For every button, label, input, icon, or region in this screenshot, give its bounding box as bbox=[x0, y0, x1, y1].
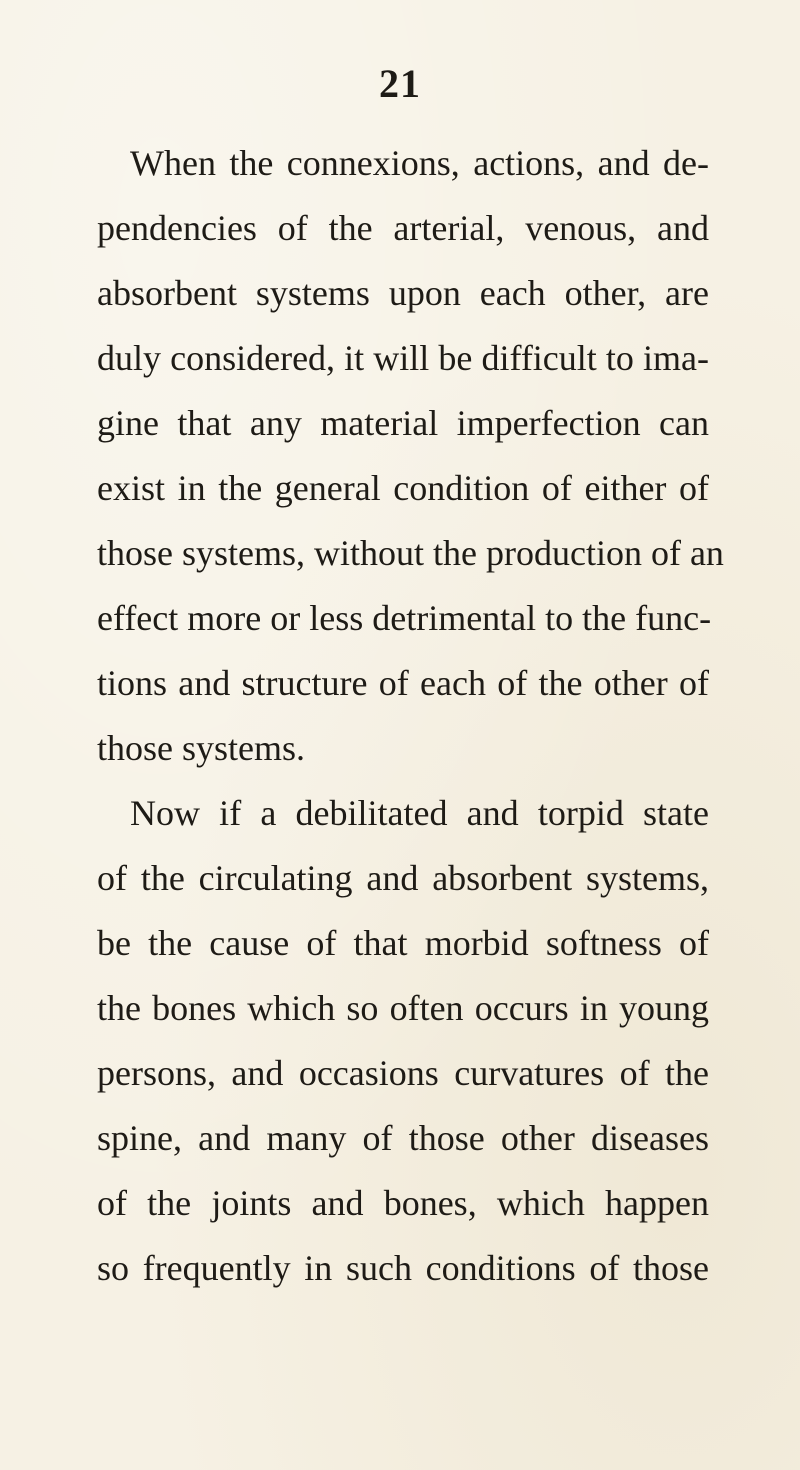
text-line: pendencies of the arterial, venous, and bbox=[97, 208, 709, 248]
text-line: tions and structure of each of the other of bbox=[97, 663, 709, 703]
text-line: so frequently in such conditions of those bbox=[97, 1248, 709, 1288]
text-line: Now if a debilitated and torpid state bbox=[130, 793, 709, 833]
text-line: duly considered, it will be difficult to ima- bbox=[97, 338, 709, 378]
text-line: When the connexions, actions, and de- bbox=[130, 143, 709, 183]
text-line: absorbent systems upon each other, are bbox=[97, 273, 709, 313]
text-line: those systems, without the production of an bbox=[97, 533, 724, 573]
text-line: of the joints and bones, which happen bbox=[97, 1183, 709, 1223]
text-line: those systems. bbox=[97, 728, 306, 768]
text-line: be the cause of that morbid softness of bbox=[97, 923, 709, 963]
text-line: spine, and many of those other diseases bbox=[97, 1118, 709, 1158]
text-line: the bones which so often occurs in young bbox=[97, 988, 709, 1028]
text-line: effect more or less detrimental to the func- bbox=[97, 598, 712, 638]
text-line: gine that any material imperfection can bbox=[97, 403, 709, 443]
text-line: of the circulating and absorbent systems, bbox=[97, 858, 709, 898]
text-line: exist in the general condition of either of bbox=[97, 468, 709, 508]
page-number: 21 bbox=[379, 61, 421, 106]
text-line: persons, and occasions curvatures of the bbox=[97, 1053, 709, 1093]
